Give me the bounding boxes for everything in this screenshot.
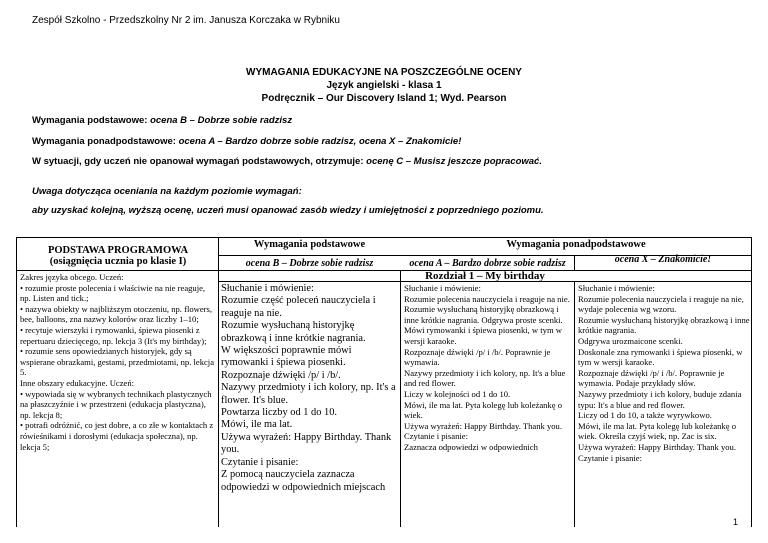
advanced-requirements-label: Wymagania ponadpodstawowe: [32,136,176,147]
note-line-1: Uwaga dotycząca oceniania na każdym poziomie wymagań: [32,186,302,197]
col1-body: Zakres języka obcego. Uczeń: • rozumie proste polecenia i właściwie na nie reaguje, np. Listen and tick.; • nazywa obiekty w najbliższym otoczeniu, np. flowers, bee, balloons, zna nazwy kolorów oraz liczby 1–10; • recytuje wierszyki i rymowanki, śpiewa piosenki z repertuaru dziecięcego, np. lekcja 3 (It's my birthday); • rozumie sens opowiedzianych historyjek, gdy są wspierane obrazkami, gestami, przedmiotami, np. lekcja 5. Inne obszary edukacyjne. Uczeń: • wypowiada się w wybranych technikach plastycznych na płaszczyźnie i w przestrzeni (edukacja plastyczna), np. lekcja 8; • potrafi odróżnić, co jest dobre, a co złe w kontaktach z rówieśnikami i dorosłymi (edukacja społeczna), np. lekcja 5; [20,272,215,452]
note-line-2: aby uzyskać kolejną, wyższą ocenę, uczeń musi opanować zasób wiedzy i umiejętności z poprzedniego poziomu. [32,205,544,216]
col1-header-line1: PODSTAWA PROGRAMOWA [47,245,189,256]
col34-header: Wymagania ponadpodstawowe [506,239,646,250]
page-number: 1 [732,517,738,527]
col1-header-line2: (osiągnięcia ucznia po klasie I) [49,256,187,267]
col2-header: Wymagania podstawowe [253,239,366,250]
basic-requirements-label: Wymagania podstawowe: [32,115,148,126]
advanced-requirements-line [32,136,461,147]
col3-body: Słuchanie i mówienie: Rozumie polecenia nauczyciela i reaguje na nie. Rozumie wysłuchaną historyjkę obrazkową i inne krótkie nagrania. Odgrywa proste scenki. Mówi rymowanki i śpiewa piosenki, w tym w wersji karaoke. Rozpoznaje dźwięki /p/ i /b/. Poprawnie je wymawia. Nazywy przedmioty i ich kolory, np. It's a blue and red flower. Liczy w kolejności od 1 do 10. Mówi, ile ma lat. Pyta kolegę lub koleżankę o wiek. Używa wyrażeń: Happy Birthday. Thank you. Czytanie i pisanie: Zaznacza odpowiedzi w odpowiednich [404,283,570,452]
failure-text: W sytuacji, gdy uczeń nie opanował wymagań podstawowych, otrzymuje: [32,156,364,167]
requirements-table [16,237,752,527]
table-border-top [16,237,752,238]
section-title: Rozdział 1 – My birthday [425,270,545,282]
table-border-left [16,237,17,527]
failure-line [32,156,542,167]
school-name: Zespół Szkolno - Przedszkolny Nr 2 im. Janusza Korczaka w Rybniku [32,15,340,26]
basic-requirements-line [32,115,292,126]
col2-body: Słuchanie i mówienie: Rozumie część poleceń nauczyciela i reaguje na nie. Rozumie wysłuchaną historyjkę obrazkową i inne krótkie nagrania. W większości poprawnie mówi rymowanki i śpiewa piosenki. Rozpoznaje dźwięki /p/ i /b/. Nazywy przedmioty i ich kolory, np. It's a flower. It's blue. Powtarza liczby od 1 do 10. Mówi, ile ma lat. Używa wyrażeń: Happy Birthday. Thank you. Czytanie i pisanie: Z pomocą nauczyciela zaznacza odpowiedzi w odpowiednich miejscach [221,283,396,493]
col3-subheader: ocena A – Bardzo dobrze sobie radzisz [409,258,566,269]
advanced-requirements-value: ocena A – Bardzo dobrze sobie radzisz, ocena X – Znakomicie! [178,136,462,147]
col4-body: Słuchanie i mówienie: Rozumie polecenia nauczyciela i reaguje na nie, wydaje polecenia wg wzoru. Rozumie wysłuchaną historyjkę obrazkową i inne krótkie nagrania. Odgrywa urozmaicone scenki. Doskonale zna rymowanki i śpiewa piosenki, w tym w wersji karaoke. Rozpoznaje dźwięki /p/ i /b/. Poprawnie je wymawia. Podaje przykłady słów. Nazywy przedmioty i ich kolory, buduje zdania typu: It's a blue and red flower. Liczy od 1 do 10, a także wyrywkowo. Mówi, ile ma lat. Pyta kolegę lub koleżankę o wiek. Określa czyjś wiek, np. Zac is six. Używa wyrażeń: Happy Birthday. Thank you. Czytanie i pisanie: [578,283,750,463]
col4-subheader: ocena X – Znakomicie! [614,254,712,265]
col2-subheader: ocena B – Dobrze sobie radzisz [245,258,374,269]
failure-value: ocenę C – Musisz jeszcze popracować. [366,156,542,167]
basic-requirements-value: ocena B – Dobrze sobie radzisz [150,115,293,126]
col1-header [18,245,218,267]
table-divider-3b [574,281,575,527]
textbook-title: Podręcznik – Our Discovery Island 1; Wyd. Pearson [261,93,507,104]
table-divider-2 [400,270,401,527]
document-subtitle: Język angielski - klasa 1 [326,80,442,91]
document-title: WYMAGANIA EDUKACYJNE NA POSZCZEGÓLNE OCENY [246,67,522,78]
